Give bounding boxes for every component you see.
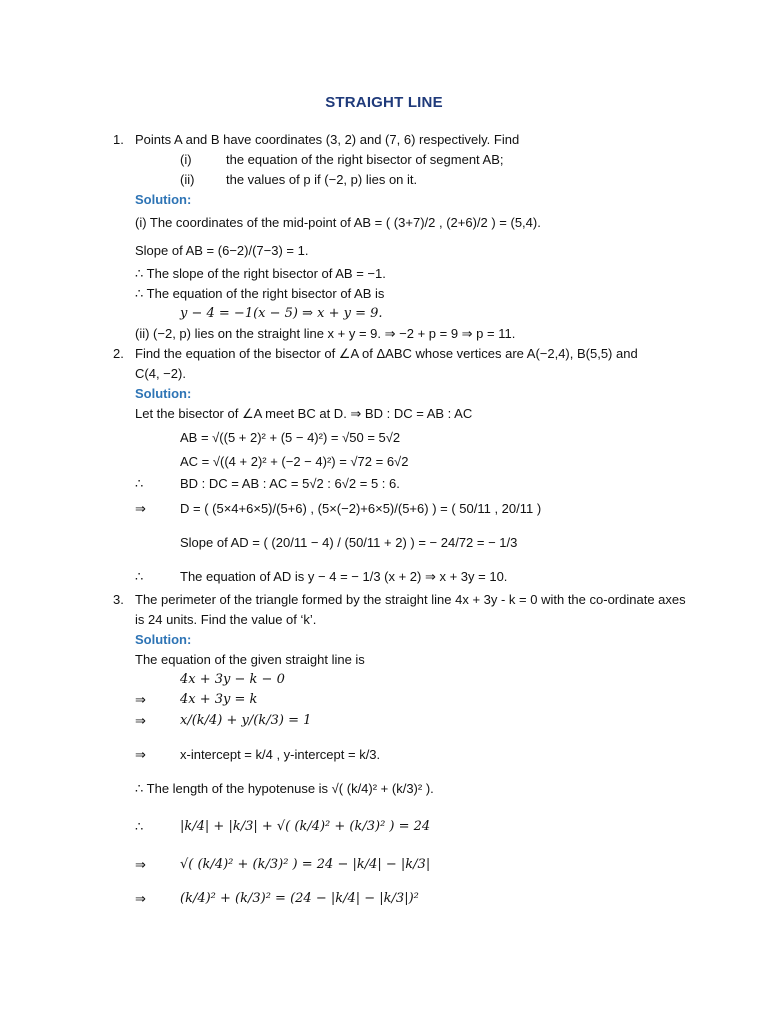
equation-line: (k/4)² + (k/3)² = (24 − |k/4| − |k/3|)² — [180, 891, 419, 906]
equation-line: Slope of AD = ( (20/11 − 4) / (50/11 + 2) ) = − 24/72 = − 1/3 — [180, 535, 518, 550]
therefore-symbol: ∴ — [135, 819, 144, 834]
implies-symbol: ⇒ — [135, 713, 146, 728]
question-number: 3. — [113, 592, 124, 607]
page-title: STRAIGHT LINE — [325, 94, 443, 111]
question-number: 1. — [113, 132, 124, 147]
equation-line: D = ( (5×4+6×5)/(5+6) , (5×(−2)+6×5)/(5+6) ) = ( 50/11 , 20/11 ) — [180, 501, 542, 516]
solution-label: Solution: — [135, 632, 192, 647]
question-number: 2. — [113, 346, 124, 361]
solution-label: Solution: — [135, 192, 192, 207]
equation-line: x/(k/4) + y/(k/3) = 1 — [180, 713, 312, 728]
implies-symbol: ⇒ — [135, 857, 146, 872]
equation-line: The equation of AD is y − 4 = − 1/3 (x + 2) ⇒ x + 3y = 10. — [180, 569, 508, 584]
solution-line: ∴ The equation of the right bisector of AB is — [135, 286, 385, 301]
question-text: is 24 units. Find the value of ‘k’. — [135, 612, 317, 627]
implies-symbol: ⇒ — [135, 891, 146, 906]
implies-symbol: ⇒ — [135, 692, 146, 707]
question-text: C(4, −2). — [135, 366, 186, 381]
solution-line: ∴ The slope of the right bisector of AB = −1. — [135, 266, 386, 281]
solution-line: ∴ The length of the hypotenuse is √( (k/4)² + (k/3)² ). — [135, 781, 434, 796]
equation-line: √( (k/4)² + (k/3)² ) = 24 − |k/4| − |k/3| — [180, 857, 431, 872]
equation-line: |k/4| + |k/3| + √( (k/4)² + (k/3)² ) = 24 — [180, 819, 431, 834]
implies-symbol: ⇒ — [135, 501, 146, 516]
equation-line: 4x + 3y = k — [180, 692, 258, 707]
therefore-symbol: ∴ — [135, 569, 144, 584]
solution-line: (i) The coordinates of the mid-point of AB = ( (3+7)/2 , (2+6)/2 ) = (5,4). — [135, 215, 541, 230]
therefore-symbol: ∴ — [135, 476, 144, 491]
solution-line: The equation of the given straight line is — [135, 652, 365, 667]
solution-line: (ii) (−2, p) lies on the straight line x + y = 9. ⇒ −2 + p = 9 ⇒ p = 11. — [135, 326, 516, 341]
part-text: the values of p if (−2, p) lies on it. — [226, 172, 418, 187]
solution-line: Let the bisector of ∠A meet BC at D. ⇒ BD : DC = AB : AC — [135, 406, 473, 421]
equation-line: x-intercept = k/4 , y-intercept = k/3. — [180, 747, 381, 762]
part-label: (i) — [180, 152, 192, 167]
part-label: (ii) — [180, 172, 195, 187]
solution-line: Slope of AB = (6−2)/(7−3) = 1. — [135, 243, 309, 258]
part-text: the equation of the right bisector of segment AB; — [226, 152, 504, 167]
question-text: The perimeter of the triangle formed by the straight line 4x + 3y - k = 0 with the co-ordinate axes — [135, 592, 686, 607]
equation-line: AC = √((4 + 2)² + (−2 − 4)²) = √72 = 6√2 — [180, 454, 409, 469]
equation-line: y − 4 = −1(x − 5) ⇒ x + y = 9. — [180, 306, 383, 321]
question-text: Points A and B have coordinates (3, 2) and (7, 6) respectively. Find — [135, 132, 520, 147]
equation-line: 4x + 3y − k − 0 — [180, 672, 285, 687]
equation-line: AB = √((5 + 2)² + (5 − 4)²) = √50 = 5√2 — [180, 430, 401, 445]
question-text: Find the equation of the bisector of ∠A of ΔABC whose vertices are A(−2,4), B(5,5) and — [135, 346, 638, 361]
implies-symbol: ⇒ — [135, 747, 146, 762]
equation-line: BD : DC = AB : AC = 5√2 : 6√2 = 5 : 6. — [180, 476, 400, 491]
solution-label: Solution: — [135, 386, 192, 401]
